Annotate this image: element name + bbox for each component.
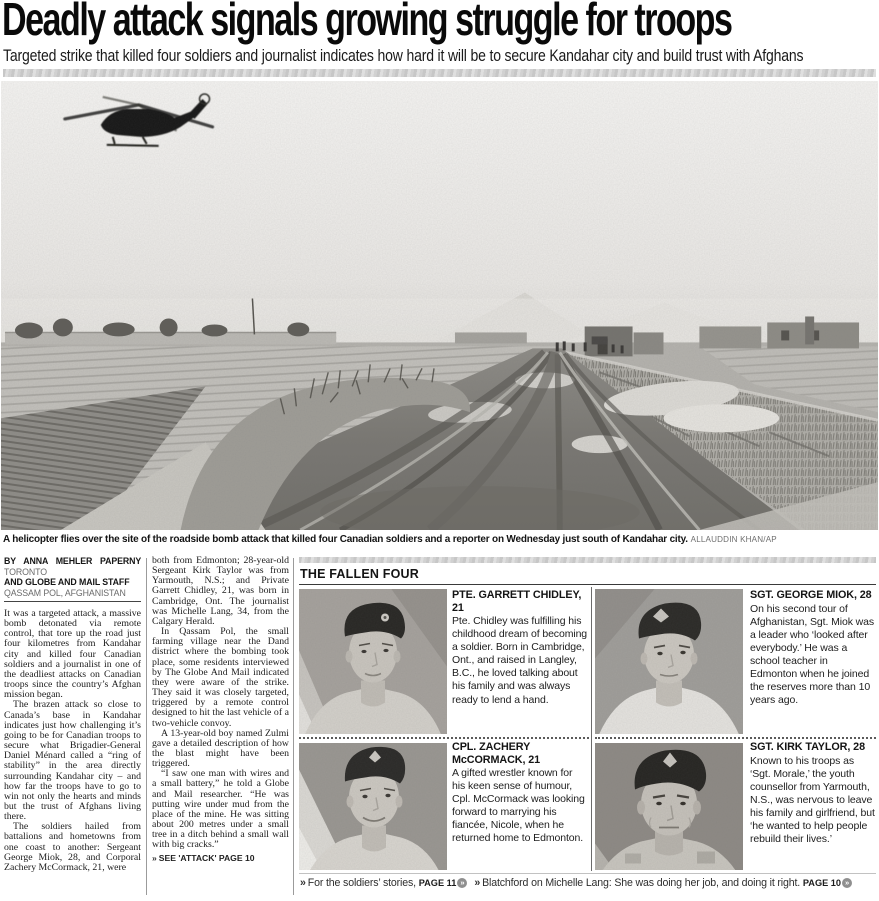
headline: Deadly attack signals growing struggle for troops <box>2 0 732 45</box>
article-column-2 <box>152 556 289 901</box>
soldier-portrait-chidley <box>299 589 447 734</box>
lead-photo-illustration <box>1 81 878 530</box>
page-ref: PAGE 10 <box>802 878 841 888</box>
soldier-portrait-mccormack <box>299 743 447 870</box>
profile-text: On his second tour of Afghanistan, Sgt. Miok was a leader who ‘looked after everybody.’ He was a school teacher in Edmonton when he joined the reserves more than 10 years ago. <box>750 602 875 707</box>
footer-rule <box>299 873 876 874</box>
lead-photo <box>1 81 878 530</box>
article-paragraph: The brazen attack so close to Canada’s base in Kandahar indicates just how challenging it’s going to be for Canadian troops to secure what Brigadier-General Daniel Ménard called a “ring of stability” in the area directly surrounding Kandahar city – and how far the troops have to go to win not only the hearts and minds but the trust of Afghans living there. <box>4 699 141 823</box>
article-body <box>0 556 879 901</box>
byline-org: AND GLOBE AND MAIL STAFF <box>4 577 130 587</box>
jump-chevron-icon: » <box>474 877 481 889</box>
soldier-portrait-taylor <box>595 743 743 870</box>
page-jump-icon: » <box>457 878 467 888</box>
column-rule <box>591 587 592 871</box>
dateline: QASSAM POL, AFGHANISTAN <box>4 587 126 598</box>
article-paragraph: “I saw one man with wires and a small battery,” he told a Globe and Mail researcher. “He was putting wire under mud from the place of the mine. He was sitting about 200 metres under a small tree in a ditch behind a small wall with big cracks.” <box>152 768 289 851</box>
section-top-bar <box>299 557 876 563</box>
jump-chevron-icon: » <box>152 852 157 863</box>
jumpline-text: SEE 'ATTACK' PAGE 10 <box>158 852 255 863</box>
byline-location: TORONTO <box>4 566 47 577</box>
article-column-1 <box>4 556 141 901</box>
profile-name: CPL. ZACHERY McCORMACK, 21 <box>452 741 541 766</box>
profile-name: SGT. GEORGE MIOK, 28 <box>750 589 872 601</box>
profile-miok <box>750 589 876 737</box>
section-title: THE FALLEN FOUR <box>300 567 419 581</box>
profile-taylor <box>750 741 876 871</box>
box-footer <box>300 877 876 889</box>
section-title-rule <box>299 584 876 585</box>
article-paragraph: In Qassam Pol, the small farming village near the Dand district where the bombing took place, some residents interviewed by The Globe And Mail indicated they were aware of the strike. They said it was closely targeted, triggered by a remote control designed to hit the last vehicle of a two-vehicle convoy. <box>152 626 289 729</box>
profile-text: Known to his troops as ‘Sgt. Morale,’ the youth counsellor from Yarmouth, N.S., was nervous to leave his family and girlfriend, but ‘he wanted to help people rebuild their lives.’ <box>750 754 875 846</box>
page-ref: PAGE 11 <box>418 878 457 888</box>
article-paragraph: both from Edmonton; 28-year-old Sergeant Kirk Taylor was from Yarmouth, N.S.; and Private Garrett Chidley, 21, was born in Cambridge, Ont. The journalist was Michelle Lang, 34, from the Calgary Herald. <box>152 556 289 627</box>
profile-chidley <box>452 589 588 737</box>
dotted-divider <box>299 737 589 739</box>
photo-caption <box>3 533 777 545</box>
soldier-portrait-miok <box>595 589 743 734</box>
page-jump-icon: » <box>842 878 852 888</box>
footer-item <box>300 877 470 889</box>
profile-text: Pte. Chidley was fulfilling his childhood dream of becoming a soldier. Born in Cambridge, Ont., and raised in Langley, B.C., he loved talking about his family and was always ready to lend a hand. <box>452 615 588 706</box>
column-rule <box>293 558 294 895</box>
footer-text: For the soldiers’ stories, <box>307 877 416 889</box>
profile-name: SGT. KIRK TAYLOR, 28 <box>750 741 865 753</box>
jump-chevron-icon: » <box>300 877 306 889</box>
article-paragraph: It was a targeted attack, a massive bomb detonated via remote control, that tore up the road just four kilometres from Kandahar city and killed four Canadian soldiers and a journalist in one of the deadliest attacks on Canadian troops since the country’s Afghan mission began. <box>4 608 141 701</box>
column-rule <box>146 558 147 895</box>
divider-bar <box>3 69 876 77</box>
see-attack-jumpline <box>152 853 289 863</box>
profile-mccormack <box>452 741 588 871</box>
footer-item <box>474 877 855 889</box>
footer-text: Blatchford on Michelle Lang: She was doing her job, and doing it right. <box>482 877 801 889</box>
profile-text: A gifted wrestler known for his keen sense of humour, Cpl. McCormack was looking forward to marrying his fiancée, Nicole, when he returned home to Edmonton. <box>452 767 585 845</box>
article-paragraph: A 13-year-old boy named Zulmi gave a detailed description of how the blast might have been triggered. <box>152 727 289 770</box>
dotted-divider <box>595 737 876 739</box>
article-paragraph: The soldiers hailed from battalions and hometowns from one coast to another: Sergeant George Miok, 28, and Corporal Zachery McCormack, 21, were <box>4 821 141 873</box>
fallen-four-section <box>299 556 876 901</box>
caption-text: A helicopter flies over the site of the roadside bomb attack that killed four Canadian soldiers and a reporter on Wednesday just south of Kandahar city. <box>3 533 688 545</box>
profile-name: PTE. GARRETT CHIDLEY, 21 <box>452 589 582 614</box>
byline <box>4 556 141 602</box>
subheadline: Targeted strike that killed four soldiers and journalist indicates how hard it will be to secure Kandahar city and build trust with Afghans <box>3 47 804 65</box>
byline-author: BY ANNA MEHLER PAPERNY <box>4 556 141 566</box>
photo-credit: ALLAUDDIN KHAN/AP <box>690 534 777 544</box>
